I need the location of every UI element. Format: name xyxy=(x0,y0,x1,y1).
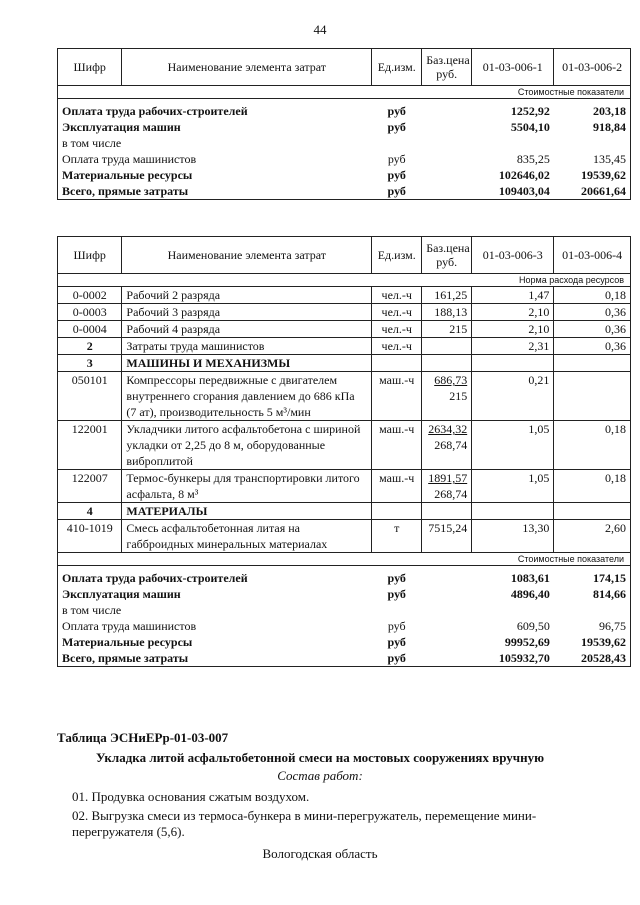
row-unit: руб xyxy=(387,619,406,633)
table-row xyxy=(58,586,631,602)
subheader-cost: Стоимостные показатели xyxy=(58,86,631,99)
row-code: 4 xyxy=(58,503,122,520)
row-price xyxy=(422,372,472,421)
row-unit: руб xyxy=(387,635,406,649)
row-unit: чел.-ч xyxy=(372,304,422,321)
header-unit: Ед.изм. xyxy=(372,237,422,274)
row-value-1 xyxy=(472,503,554,520)
section-title: Укладка литой асфальтобетонной смеси на мостовых сооружениях вручную xyxy=(95,750,545,765)
row-name: Оплата труда машинистов xyxy=(58,618,372,634)
row-value-2: 0,18 xyxy=(554,287,631,304)
table-row xyxy=(58,304,631,321)
row-value-1: 2,10 xyxy=(472,304,554,321)
header-code: Шифр xyxy=(58,49,122,86)
row-name: Материальные ресурсы xyxy=(58,634,372,650)
row-value-1: 109403,04 xyxy=(472,183,554,200)
row-unit: руб xyxy=(387,587,406,601)
table-row xyxy=(58,650,631,667)
header-price: Баз.цена руб. xyxy=(422,237,472,274)
cost-rows xyxy=(58,99,631,200)
row-name: Компрессоры передвижные с двигателем внутреннего сгорания давлением до 686 кПа (7 ат), производительность 5 м³/мин xyxy=(122,372,372,421)
header-col2: 01-03-006-2 xyxy=(554,49,631,86)
row-code: 050101 xyxy=(58,372,122,421)
header-code: Шифр xyxy=(58,237,122,274)
subheader-row xyxy=(58,553,631,566)
row-code: 3 xyxy=(58,355,122,372)
table-row xyxy=(58,421,631,470)
row-unit: чел.-ч xyxy=(372,338,422,355)
header-col1: 01-03-006-1 xyxy=(472,49,554,86)
row-code: 0-0003 xyxy=(58,304,122,321)
row-name: Рабочий 3 разряда xyxy=(122,304,372,321)
row-price xyxy=(422,135,472,151)
row-name: Оплата труда машинистов xyxy=(58,151,372,167)
row-name: Оплата труда рабочих-строителей xyxy=(58,99,372,120)
subheader-row xyxy=(58,274,631,287)
row-price xyxy=(422,470,472,503)
cost-table-1 xyxy=(57,48,631,200)
section-row xyxy=(58,355,631,372)
table-row xyxy=(58,566,631,587)
cost-rows xyxy=(58,566,631,667)
row-name: Затраты труда машинистов xyxy=(122,338,372,355)
row-value-1: 1,05 xyxy=(472,470,554,503)
row-name: Эксплуатация машин xyxy=(58,119,372,135)
row-unit: т xyxy=(372,520,422,553)
row-price xyxy=(422,355,472,372)
row-value-2 xyxy=(554,135,631,151)
row-value-1: 835,25 xyxy=(516,152,550,166)
row-name: МАШИНЫ И МЕХАНИЗМЫ xyxy=(122,355,372,372)
row-value-1: 1252,92 xyxy=(510,104,550,118)
resource-table-2 xyxy=(57,236,631,667)
row-price xyxy=(422,99,472,120)
row-price xyxy=(422,618,472,634)
row-unit xyxy=(372,355,422,372)
table-name: Таблица ЭСНиЕРр-01-03-007 xyxy=(57,730,229,745)
row-unit xyxy=(372,135,422,151)
row-name: Всего, прямые затраты xyxy=(58,650,372,667)
row-value-1: 2,10 xyxy=(472,321,554,338)
row-unit: руб xyxy=(372,650,422,667)
row-name: в том числе xyxy=(58,135,372,151)
operation-1: 01. Продувка основания сжатым воздухом. xyxy=(72,789,310,804)
row-value-1: 609,50 xyxy=(516,619,550,633)
row-value-2: 19539,62 xyxy=(554,167,631,183)
table-row xyxy=(58,151,631,167)
price-machine: 215 xyxy=(449,322,468,336)
row-value-2: 203,18 xyxy=(554,99,631,120)
row-value-1: 99952,69 xyxy=(504,635,550,649)
row-price xyxy=(422,338,472,355)
price-machine: 161,25 xyxy=(434,288,468,302)
table-row xyxy=(58,470,631,503)
row-value-1: 2,31 xyxy=(472,338,554,355)
row-price xyxy=(422,503,472,520)
composition-label: Состав работ: xyxy=(277,768,363,783)
row-code: 0-0002 xyxy=(58,287,122,304)
table-row xyxy=(58,520,631,553)
row-value-1: 5504,10 xyxy=(510,120,550,134)
operation-2: 02. Выгрузка смеси из термоса-бункера в мини-перегружатель, перемещение мини-перегружателя (5,6). xyxy=(72,808,537,839)
header-col1: 01-03-006-3 xyxy=(472,237,554,274)
row-name: Оплата труда рабочих-строителей xyxy=(58,566,372,587)
row-value-2: 2,60 xyxy=(554,520,631,553)
row-price xyxy=(422,167,472,183)
row-value-1 xyxy=(472,355,554,372)
table-row xyxy=(58,119,631,135)
table-row xyxy=(58,287,631,304)
row-unit: руб xyxy=(387,104,406,118)
table-row xyxy=(58,167,631,183)
row-name: Термос-бункеры для транспортировки литого асфальта, 8 м³ xyxy=(122,470,372,503)
row-value-2: 0,18 xyxy=(554,421,631,470)
row-unit: руб xyxy=(387,168,406,182)
row-value-1: 105932,70 xyxy=(472,650,554,667)
row-value-1 xyxy=(472,135,554,151)
row-name: МАТЕРИАЛЫ xyxy=(122,503,372,520)
row-value-2: 135,45 xyxy=(554,151,631,167)
row-value-2: 96,75 xyxy=(554,618,631,634)
row-unit: маш.-ч xyxy=(372,421,422,470)
price-operator: 215 xyxy=(449,389,468,403)
row-value-2: 19539,62 xyxy=(554,634,631,650)
header-name: Наименование элемента затрат xyxy=(122,49,372,86)
table-row xyxy=(58,183,631,200)
row-price xyxy=(422,151,472,167)
row-name: в том числе xyxy=(58,602,372,618)
row-unit xyxy=(372,602,422,618)
row-value-2: 0,36 xyxy=(554,321,631,338)
row-name: Укладчики литого асфальтобетона с шириной укладки от 2,25 до 8 м, оборудованные виброплитой xyxy=(122,421,372,470)
table-row xyxy=(58,135,631,151)
row-name: Всего, прямые затраты xyxy=(58,183,372,200)
header-name: Наименование элемента затрат xyxy=(122,237,372,274)
row-value-1: 13,30 xyxy=(472,520,554,553)
row-value-2 xyxy=(554,355,631,372)
row-unit xyxy=(372,503,422,520)
table-row xyxy=(58,321,631,338)
row-value-2 xyxy=(554,602,631,618)
price-machine: 2634,32 xyxy=(428,422,468,436)
row-price xyxy=(422,650,472,667)
row-unit: руб xyxy=(372,183,422,200)
row-unit: руб xyxy=(387,152,406,166)
region-footer: Вологодская область xyxy=(262,846,378,861)
section-row xyxy=(58,503,631,520)
row-code: 0-0004 xyxy=(58,321,122,338)
row-value-1: 102646,02 xyxy=(498,168,550,182)
row-name: Смесь асфальтобетонная литая на габброидных минеральных материалах xyxy=(122,520,372,553)
row-code: 410-1019 xyxy=(58,520,122,553)
row-price xyxy=(422,183,472,200)
table-header-row xyxy=(58,237,631,274)
row-unit: чел.-ч xyxy=(372,287,422,304)
row-value-2: 0,36 xyxy=(554,304,631,321)
row-unit: руб xyxy=(387,120,406,134)
row-value-2: 20661,64 xyxy=(554,183,631,200)
table-row xyxy=(58,99,631,120)
row-name: Эксплуатация машин xyxy=(58,586,372,602)
row-value-1: 4896,40 xyxy=(510,587,550,601)
header-unit: Ед.изм. xyxy=(372,49,422,86)
row-unit: чел.-ч xyxy=(372,321,422,338)
row-name: Рабочий 2 разряда xyxy=(122,287,372,304)
table-header-row xyxy=(58,49,631,86)
table-row xyxy=(58,618,631,634)
price-machine: 7515,24 xyxy=(428,521,468,535)
row-value-1: 1083,61 xyxy=(510,571,550,585)
row-unit: маш.-ч xyxy=(372,372,422,421)
price-machine: 1891,57 xyxy=(428,471,468,485)
row-unit: руб xyxy=(387,571,406,585)
row-price xyxy=(422,520,472,553)
row-price xyxy=(422,304,472,321)
row-value-2: 814,66 xyxy=(554,586,631,602)
row-value-2: 0,36 xyxy=(554,338,631,355)
row-value-1: 1,47 xyxy=(472,287,554,304)
subheader-cost: Стоимостные показатели xyxy=(58,553,631,566)
row-value-2 xyxy=(554,503,631,520)
row-value-2 xyxy=(554,372,631,421)
table-row xyxy=(58,634,631,650)
row-name: Рабочий 4 разряда xyxy=(122,321,372,338)
header-price: Баз.цена руб. xyxy=(422,49,472,86)
row-code: 2 xyxy=(58,338,122,355)
row-value-2: 174,15 xyxy=(554,566,631,587)
page-number: 44 xyxy=(313,22,327,37)
row-price xyxy=(422,287,472,304)
price-machine: 188,13 xyxy=(434,305,468,319)
row-value-2: 0,18 xyxy=(554,470,631,503)
price-operator: 268,74 xyxy=(434,438,468,452)
header-col2: 01-03-006-4 xyxy=(554,237,631,274)
row-price xyxy=(422,421,472,470)
row-price xyxy=(422,566,472,587)
row-name: Материальные ресурсы xyxy=(58,167,372,183)
row-price xyxy=(422,586,472,602)
row-value-1: 1,05 xyxy=(472,421,554,470)
row-value-2: 918,84 xyxy=(554,119,631,135)
row-price xyxy=(422,321,472,338)
row-value-1: 0,21 xyxy=(472,372,554,421)
subheader-norm: Норма расхода ресурсов xyxy=(58,274,631,287)
row-price xyxy=(422,602,472,618)
price-operator: 268,74 xyxy=(434,487,468,501)
table-row xyxy=(58,338,631,355)
subheader-row xyxy=(58,86,631,99)
price-machine: 686,73 xyxy=(434,373,468,387)
row-price xyxy=(422,634,472,650)
row-unit: маш.-ч xyxy=(372,470,422,503)
resource-rows xyxy=(58,287,631,553)
table-row xyxy=(58,372,631,421)
row-price xyxy=(422,119,472,135)
row-code: 122007 xyxy=(58,470,122,503)
row-value-1 xyxy=(472,602,554,618)
table-row xyxy=(58,602,631,618)
row-value-2: 20528,43 xyxy=(554,650,631,667)
row-code: 122001 xyxy=(58,421,122,470)
